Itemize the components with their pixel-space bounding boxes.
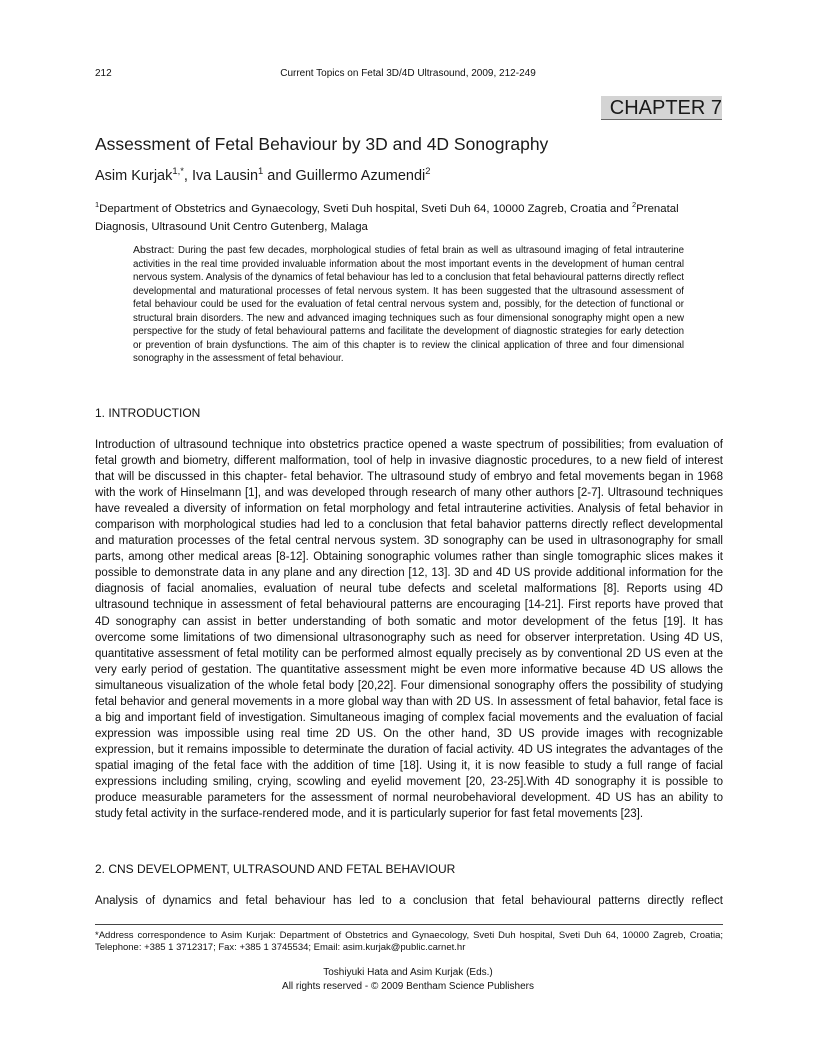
author-affiliation-mark: 1,* (172, 165, 184, 177)
page-number: 212 (95, 68, 112, 79)
article-title: Assessment of Fetal Behaviour by 3D and 4D Sonography (95, 134, 549, 154)
author-name: Guillermo Azumendi (295, 168, 426, 184)
chapter-label: CHAPTER 7 (601, 96, 722, 120)
editors-line: Toshiyuki Hata and Asim Kurjak (Eds.) (323, 967, 493, 978)
author-name: Asim Kurjak (95, 168, 173, 184)
correspondence-footnote: *Address correspondence to Asim Kurjak: Department of Obstetrics and Gynaecology, Sveti Duh hospital, Sveti Duh 64, 10000 Zagreb, Croatia; Telephone: +385 1 3712317; Fax: +385 1 3745534; Email: asim.kurjak@public.carnet.hr (95, 930, 723, 954)
affiliation-mark: 1 (95, 200, 100, 210)
publisher-footer (0, 966, 816, 994)
abstract-text: During the past few decades, morphological studies of fetal brain as well as ultrasound imaging of fetal intrauterine activities in the real time provided invaluable information about the most important events in the development of human central nervous system. Analysis of the dynamics of fetal behaviour has led to a conclusion that fetal behavioural patterns directly reflect developmental and maturational processes of fetal nervous system. It has been suggested that the ultrasound assessment of fetal behaviour could be used for the evaluation of fetal central nervous system and, possibly, for the detection of functional or structural brain disorders. The new and advanced imaging techniques such as four dimensional sonography might open a new perspective for the study of fetal behavioural patterns and facilitate the development of diagnostic strategies for early detection or prevention of brain dysfunctions. The aim of this chapter is to review the clinical application of three and four dimensional sonography in the assessment of fetal behaviour. (133, 245, 684, 365)
affiliations (95, 200, 723, 236)
copyright-line: All rights reserved - © 2009 Bentham Science Publishers (282, 981, 534, 992)
section-paragraph: Introduction of ultrasound technique into obstetrics practice opened a waste spectrum of possibilities; from evaluation of fetal growth and biometry, different malformation, tool of help in invasive diagnostic procedures, to a new field of interest that will be discussed in this chapter- fetal behavior. The ultrasound study of embryo and fetal movements began in 1968 with the work of Hinselmann [1], and was developed through research of many other authors [2-7]. Ultrasound techniques have revealed a diversity of information on fetal morphology and fetal intrauterine activities. Analysis of fetal behavior in comparison with morphological studies had led to a conclusion that fetal bahavior patterns directly reflect developmental and maturation processes of the fetal central nervous system. 3D sonography can be used in ultrasonography for small parts, among other medical areas [8-12]. Obtaining sonographic volumes rather than single tomographic slices makes it possible to demonstrate data in any plane and any direction [12, 13]. 3D and 4D US provide additional information for the diagnosis of facial anomalies, evaluation of neural tube defects and sceletal malformations [8]. Reports using 4D ultrasound technique in assessment of fetal behavioural patterns are encouraging [14-21]. First reports have proved that 4D sonography can assist in better understanding of both somatic and motor development of the fetus [19]. It has overcome some limitations of two dimensional ultrasonography such as need for observer interpretation. Using 4D US, quantitative assessment of fetal motility can be performed almost equally precisely as by conventional 2D US even at the very early period of gestation. The quantitative assessment might be even more informative because 4D US allows the simultaneous visualization of the whole fetal body [20,22]. Four dimensional sonography offers the possibility of studying fetal behavior and general movements in a more global way than with 2D US. In assessment of fetal bahavior, fetal face is a big and important field of investigation. Simultaneous imaging of complex facial movements and the evaluation of facial expression was impossible using real time 2D US. On the other hand, 3D US provide images with recognizable expression, but it remains impossible to determinate the duration of facial activity. 4D US integrates the advantages of the spatial imaging of the fetal face with the addition of time [18]. Using it, it is now feasible to study a full range of facial expressions including smiling, crying, scowling and eyelid movement [20, 23-25].With 4D sonography it is possible to produce measurable parameters for the assessment of normal neurobehavioral development. 4D US has an ability to study fetal activity in the surface-rendered mode, and it is particularly superior for fast fetal movements [23]. (95, 439, 723, 821)
author-separator: , (183, 168, 192, 184)
affiliation-text: Prenatal Diagnosis, Ultrasound Unit Centro Gutenberg, Malaga (95, 203, 679, 233)
section-heading: 1. INTRODUCTION (95, 406, 201, 420)
abstract-label: Abstract: (133, 244, 175, 256)
section-heading: 2. CNS DEVELOPMENT, ULTRASOUND AND FETAL BEHAVIOUR (95, 862, 456, 876)
affiliation-text: Department of Obstetrics and Gynaecology, Sveti Duh hospital, Sveti Duh 64, 10000 Zagreb, Croatia and (99, 203, 633, 215)
running-head: Current Topics on Fetal 3D/4D Ultrasound, 2009, 212-249 (280, 68, 536, 79)
author-affiliation-mark: 1 (258, 165, 264, 177)
chapter-underline (601, 119, 722, 120)
author-separator: and (263, 168, 296, 184)
author-list (95, 165, 431, 184)
footnote-divider (95, 924, 723, 925)
section-paragraph: Analysis of dynamics and fetal behaviour has led to a conclusion that fetal behavioural patterns directly reflect (95, 895, 723, 907)
affiliation-mark: 2 (632, 200, 637, 210)
author-affiliation-mark: 2 (425, 165, 431, 177)
abstract (133, 244, 684, 366)
author-name: Iva Lausin (191, 168, 259, 184)
